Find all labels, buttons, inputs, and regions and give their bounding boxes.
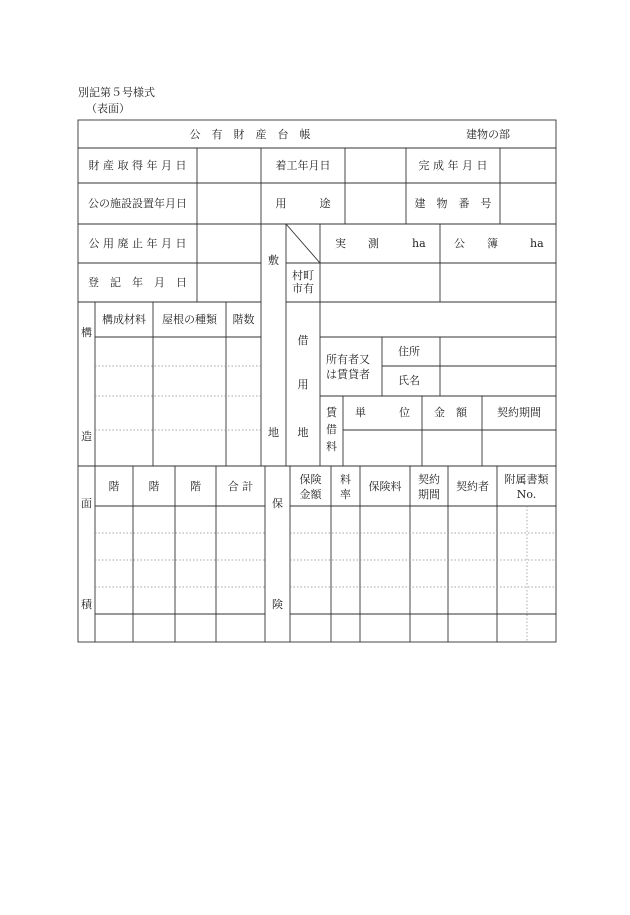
measured-unit: ha	[412, 237, 426, 250]
leased-label-1: 借	[297, 334, 309, 347]
leased-label-2: 用	[297, 378, 309, 391]
use-label: 用 途	[275, 197, 331, 210]
form-side-label: （表面）	[86, 102, 130, 115]
section-label: 建物の部	[466, 128, 510, 141]
rent-amount-label: 金 額	[434, 406, 467, 419]
area-floor-3-header: 階	[190, 480, 201, 493]
insurance-period-header: 契約 期間	[418, 473, 440, 501]
facility-date-label: 公の施設設置年月日	[88, 197, 187, 210]
acquire-date-label: 財 産 取 得 年 月 日	[88, 159, 187, 172]
area-label-top: 面	[81, 497, 92, 510]
registry-date-label: 登 記 年 月 日	[88, 276, 187, 289]
insurance-label-bottom: 険	[272, 598, 283, 611]
area-total-header: 合 計	[227, 480, 254, 493]
rent-label: 賃 借 料	[326, 406, 337, 453]
area-label-bottom: 積	[81, 598, 92, 611]
area-floor-1-header: 階	[108, 480, 120, 493]
material-header: 構成材料	[102, 313, 146, 326]
premium-header: 保険料	[368, 480, 402, 493]
ledger-area-unit: ha	[530, 237, 544, 250]
ledger-title: 公 有 財 産 台 帳	[189, 128, 311, 141]
owner-lessor-label: 所有者又 は賃貸者	[326, 353, 370, 381]
site-label-bottom: 地	[268, 426, 279, 439]
roof-type-header: 屋根の種類	[162, 313, 217, 326]
insured-amount-header: 保険 金額	[299, 473, 322, 501]
form-number: 別記第５号様式	[78, 86, 155, 99]
complete-date-label: 完 成 年 月 日	[418, 159, 488, 172]
structure-label-bottom: 造	[81, 430, 92, 443]
contractor-header: 契約者	[456, 480, 489, 493]
ledger-area-label: 公 簿	[454, 237, 498, 250]
attached-documents-header: 附属書類 No.	[504, 473, 549, 501]
rate-header: 料 率	[340, 473, 351, 501]
owner-address-label: 住所	[398, 345, 420, 358]
owner-name-label: 氏名	[398, 374, 420, 387]
start-date-label: 着工年月日	[275, 159, 331, 172]
measured-label: 実 測	[335, 237, 379, 250]
site-label-top: 敷	[268, 254, 279, 267]
leased-label-3: 地	[297, 426, 309, 439]
insurance-label-top: 保	[272, 497, 283, 510]
rent-unit-label: 単 位	[355, 406, 410, 419]
structure-label-top: 構	[81, 326, 92, 339]
floor-count-header: 階数	[232, 313, 255, 326]
area-floor-2-header: 階	[148, 480, 160, 493]
abolish-date-label: 公 用 廃 止 年 月 日	[88, 237, 187, 250]
building-number-label: 建 物 番 号	[414, 197, 492, 210]
municipal-owned-label: 村町 市有	[292, 269, 314, 295]
contract-period-label: 契約期間	[497, 406, 541, 419]
